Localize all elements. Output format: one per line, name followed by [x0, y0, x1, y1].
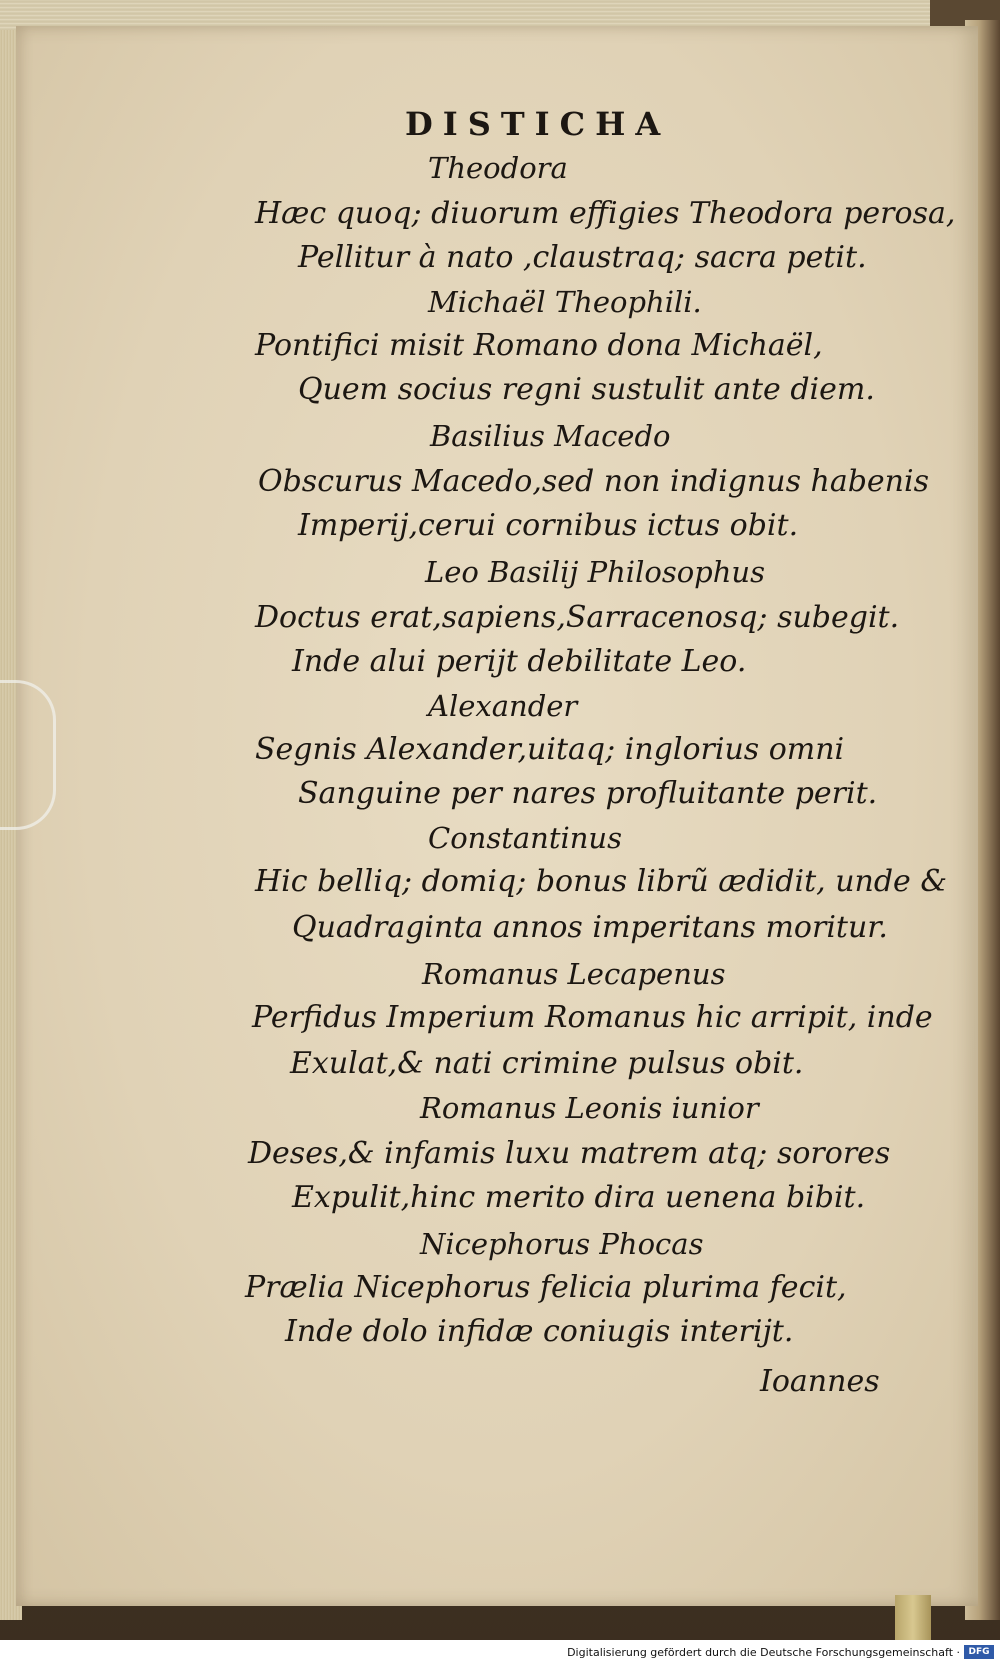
verse-line: Pellitur à nato ,claustraq; sacra petit.	[298, 240, 867, 275]
verse-line: Quadraginta annos imperitans moritur.	[292, 910, 888, 945]
verse-line: Exulat,& nati crimine pulsus obit.	[290, 1046, 804, 1081]
entry-name: Romanus Leonis iunior	[420, 1091, 759, 1125]
verse-line: Segnis Alexander,uitaq; inglorius omni	[255, 732, 845, 767]
digitization-credit: Digitalisierung gefördert durch die Deutsche Forschungsgemeinschaft ·	[567, 1646, 960, 1659]
entry-name: Constantinus	[428, 821, 622, 855]
entry-name: Basilius Macedo	[430, 419, 671, 453]
verse-line: Inde alui perijt debilitate Leo.	[292, 644, 747, 679]
verse-line: Hæc quoq; diuorum effigies Theodora perosa,	[255, 196, 956, 231]
catchword: Ioannes	[760, 1364, 880, 1399]
verse-line: Pontifici misit Romano dona Michaël,	[255, 328, 823, 363]
verse-line: Quem socius regni sustulit ante diem.	[298, 372, 875, 407]
verse-line: Deses,& infamis luxu matrem atq; sorores	[248, 1136, 891, 1171]
entry-name: Romanus Lecapenus	[422, 957, 726, 991]
verse-line: Prælia Nicephorus felicia plurima fecit,	[245, 1270, 847, 1305]
page-heading: DISTICHA	[405, 105, 671, 143]
entry-name: Nicephorus Phocas	[420, 1227, 704, 1261]
entry-name: Michaël Theophili.	[428, 285, 702, 319]
verse-line: Doctus erat,sapiens,Sarracenosq; subegit.	[255, 600, 900, 635]
verse-line: Hic belliq; domiq; bonus librũ ædidit, unde &	[255, 864, 948, 899]
entry-name: Alexander	[428, 689, 578, 723]
dfg-logo: DFG	[964, 1645, 994, 1659]
entry-name: Leo Basilij Philosophus	[425, 555, 765, 589]
verse-line: Perfidus Imperium Romanus hic arripit, inde	[252, 1000, 933, 1035]
verse-line: Imperij,cerui cornibus ictus obit.	[298, 508, 799, 543]
verse-line: Inde dolo infidæ coniugis interijt.	[285, 1314, 794, 1349]
verse-line: Sanguine per nares profluitante perit.	[298, 776, 878, 811]
verse-line: Expulit,hinc merito dira uenena bibit.	[292, 1180, 866, 1215]
entry-name: Theodora	[428, 151, 568, 185]
verse-line: Obscurus Macedo,sed non indignus habenis	[258, 464, 929, 499]
